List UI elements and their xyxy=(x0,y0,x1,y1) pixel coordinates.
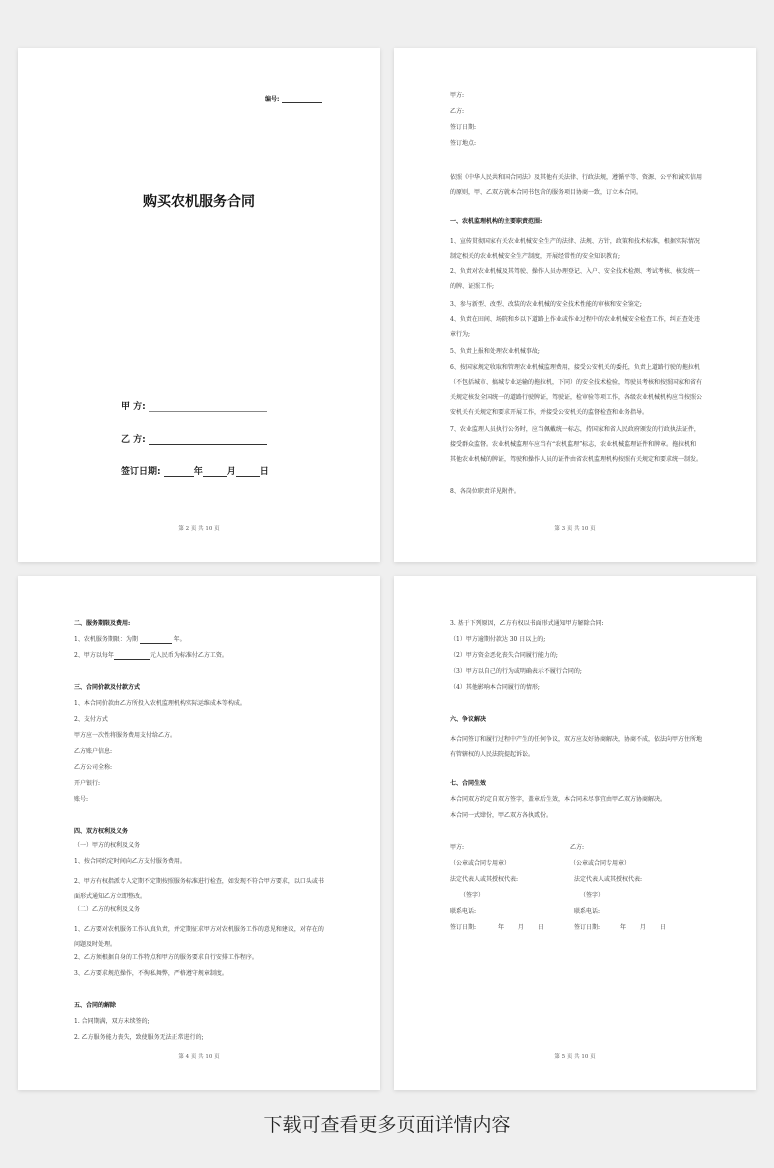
sign-place-line: 签订地点: xyxy=(450,140,477,147)
page-footer: 第 3 页 共 10 页 xyxy=(554,526,596,532)
section-6-heading: 六、争议解决 xyxy=(450,716,487,723)
sign-b-signature: （签字） xyxy=(580,892,605,899)
sign-b-date xyxy=(574,924,666,932)
party-a-line xyxy=(149,402,267,412)
contract-number-label: 编号: xyxy=(265,96,280,103)
sign-a-seal: （公章或合同专用章） xyxy=(450,860,511,867)
section-3-line: 开户银行: xyxy=(74,780,101,787)
section-3-line: 账号: xyxy=(74,796,89,803)
sign-a-date-label: 签订日期: xyxy=(450,924,477,931)
party-b-label: 乙 方: xyxy=(121,435,146,445)
section-4-heading: 四、双方权利及义务 xyxy=(74,828,129,835)
sign-a-phone: 联系电话: xyxy=(450,908,477,915)
contract-page-4 xyxy=(18,576,380,1090)
contract-number-line xyxy=(282,96,322,103)
sign-b-date-label: 签订日期: xyxy=(574,924,601,931)
section-1-item: 5、负责上报和处理农业机械事故; xyxy=(450,348,540,355)
intro-paragraph: 依照《中华人民共和国合同法》及其他有关法律、行政法规，遵循平等、资源、公平和诚实信用的原则，甲、乙双方就本合同书包含的服务项目协商一致，订立本合同。 xyxy=(450,174,703,196)
service-period-blank xyxy=(140,637,172,644)
party-b-field xyxy=(121,432,267,445)
section-7-line: 本合同一式肆份，甲乙双方各执贰份。 xyxy=(450,812,553,819)
section-1-item: 1、宣传贯彻国家有关农业机械安全生产的法律、法规、方针，政策和技术标准，根据实际情况制定相关的农业机械安全生产制度，开展经常性的安全知识教育; xyxy=(450,238,700,260)
service-period-label: 1、农机服务期限：为期 xyxy=(74,636,138,643)
page-footer: 第 5 页 共 10 页 xyxy=(554,1054,596,1060)
section-3-line: 乙方账户信息: xyxy=(74,748,113,755)
year-line xyxy=(164,467,194,477)
section-4-line: 3、乙方要求规范操作，不徇私舞弊，严格遵守规章制度。 xyxy=(74,970,228,977)
sign-a-year: 年 xyxy=(497,924,504,931)
sign-a-day: 日 xyxy=(537,924,544,931)
section-5-heading: 五、合同的解除 xyxy=(74,1002,117,1009)
section-3-line: 甲方应一次性将服务费用支付给乙方。 xyxy=(74,732,177,739)
section-1-item: 7、农业监理人员执行公务时，应当佩戴统一标志，持国家和省人民政府颁发的行政执法证件，接受群众监督。农业机械监理车应当有“农机监理”标志，农业机械监理证件和牌章。拖拉机和其他农业机械的牌证，驾驶和操作人员的证件由省农机监理机构按照有关规定和要求统一制发。 xyxy=(450,426,703,463)
sign-a-rep: 法定代表人或其授权代表: xyxy=(450,876,519,883)
month-label: 月 xyxy=(226,467,236,477)
sign-b-rep: 法定代表人或其授权代表: xyxy=(574,876,643,883)
section-5-line: 1. 合同期满，双方未续签的; xyxy=(74,1018,150,1025)
section-2-heading: 二、服务期限及费用: xyxy=(74,620,131,627)
party-a-line: 甲方: xyxy=(450,92,465,99)
section-1-item: 2、负责对农业机械及其驾驶、操作人员办理登记、入户、安全技术检测、考试考核、核发统一的牌、证照工作; xyxy=(450,268,700,290)
party-a-label: 甲 方: xyxy=(121,402,146,412)
party-b-line: 乙方: xyxy=(450,108,465,115)
section-4-line: 2、甲方有权指派专人定期不定期按照服务标准进行检查，如发现不符合甲方要求，以口头或书面形式通知乙方立即整改。 xyxy=(74,878,324,900)
sign-date-label: 签订日期: xyxy=(121,467,161,477)
section-5-line: 3. 基于下列原因，乙方有权以书面形式通知甲方解除合同: xyxy=(450,620,604,627)
download-caption: 下载可查看更多页面详情内容 xyxy=(263,1114,511,1136)
section-4-line: 2、乙方须根据自身的工作特点和甲方的服务要求自行安排工作程序。 xyxy=(74,954,258,961)
section-1-item: 3、参与新型、改型、改装的农业机械的安全技术性能的审核和安全鉴定; xyxy=(450,301,642,308)
sign-a-date xyxy=(450,924,544,932)
sign-b-phone: 联系电话: xyxy=(574,908,601,915)
section-3-heading: 三、合同价款及付款方式 xyxy=(74,684,141,691)
section-7-line: 本合同双方约定自双方签字，盖章后生效，本合同未尽事宜由甲乙双方协商解决。 xyxy=(450,796,667,803)
service-period-line xyxy=(74,636,186,644)
section-5-subitem: （4）其他影响本合同履行的情形; xyxy=(450,684,540,691)
party-a-field xyxy=(121,399,267,412)
page-footer: 第 4 页 共 10 页 xyxy=(178,1054,220,1060)
section-4-line: 1、乙方要对农机服务工作认真负责，并定期征求甲方对农机服务工作的意见和建议，对存在的问题及时处理。 xyxy=(74,926,324,948)
sign-b-year: 年 xyxy=(619,924,626,931)
sign-a-month: 月 xyxy=(517,924,524,931)
contract-page-5 xyxy=(394,576,756,1090)
month-line xyxy=(203,467,227,477)
service-fee-text: 元人民币为标准付乙方工资。 xyxy=(149,652,228,659)
section-6-paragraph: 本合同签订和履行过程中产生的任何争议，双方应友好协商解决，协商不成，依法向甲方住所地有管辖权的人民法院提起诉讼。 xyxy=(450,736,703,758)
section-3-line: 1、本合同价款由乙方所投入农机监理机构实际运维成本等构成。 xyxy=(74,700,246,707)
section-3-line: 2、支付方式 xyxy=(74,716,108,723)
section-4-sub-b: （二）乙方的权利及义务 xyxy=(74,906,141,913)
section-1-item: 4、负责在田间、场院和乡以下道路上作业或作业过程中的农业机械安全检查工作，纠正查处违章行为; xyxy=(450,316,700,338)
section-7-heading: 七、合同生效 xyxy=(450,780,487,787)
section-1-item: 6、按国家规定收取和管理农业机械监理费用，接受公安机关的委托，负责上道路行驶的拖拉机（不包括城市、搞城专业运输的拖拉机，下同）的安全技术检验，驾驶员考核和按照国家和省有关规定核发全国统一的道路行驶牌证，驾驶证，检审验等项工作，各级农业机械机构应当按照公安机关有关规定和要求开展工作，并接受公安机关的监督检查和业务指导。 xyxy=(450,364,703,416)
section-3-line: 乙方公司全称: xyxy=(74,764,113,771)
section-1-heading: 一、农机监理机构的主要职责范围: xyxy=(450,218,543,225)
contract-title: 购买农机服务合同 xyxy=(143,194,255,210)
day-line xyxy=(236,467,260,477)
service-fee-blank xyxy=(114,653,150,660)
sign-b-day: 日 xyxy=(659,924,666,931)
section-5-subitem: （1）甲方逾期付款达 30 日以上的; xyxy=(450,636,546,643)
section-5-line: 2. 乙方服务能力丧失，致使服务无法正常进行的; xyxy=(74,1034,204,1041)
section-4-sub-a: （一）甲方的权利及义务 xyxy=(74,842,141,849)
page-footer: 第 2 页 共 10 页 xyxy=(178,526,220,532)
service-fee-line xyxy=(74,652,228,660)
service-period-unit: 年。 xyxy=(173,636,186,643)
sign-a-party: 甲方: xyxy=(450,844,465,851)
party-b-line xyxy=(149,435,267,445)
sign-date-line: 签订日期: xyxy=(450,124,477,131)
sign-b-seal: （公章或合同专用章） xyxy=(570,860,631,867)
section-4-line: 1、按合同约定时间向乙方支付服务费用。 xyxy=(74,858,186,865)
contract-number-field xyxy=(265,94,322,103)
section-5-subitem: （3）甲方以自己的行为或明确表示不履行合同的; xyxy=(450,668,582,675)
sign-a-signature: （签字） xyxy=(460,892,485,899)
day-label: 日 xyxy=(259,467,269,477)
year-label: 年 xyxy=(193,467,203,477)
contract-page-cover xyxy=(18,48,380,562)
sign-b-party: 乙方: xyxy=(570,844,585,851)
sign-b-month: 月 xyxy=(639,924,646,931)
contract-page-3 xyxy=(394,48,756,562)
section-1-item: 8、各岗位职责详见附件。 xyxy=(450,488,520,495)
section-5-subitem: （2）甲方资金恶化丧失合同履行能力的; xyxy=(450,652,558,659)
sign-date-field xyxy=(121,464,269,477)
service-fee-label: 2、甲方以每年 xyxy=(74,652,114,659)
